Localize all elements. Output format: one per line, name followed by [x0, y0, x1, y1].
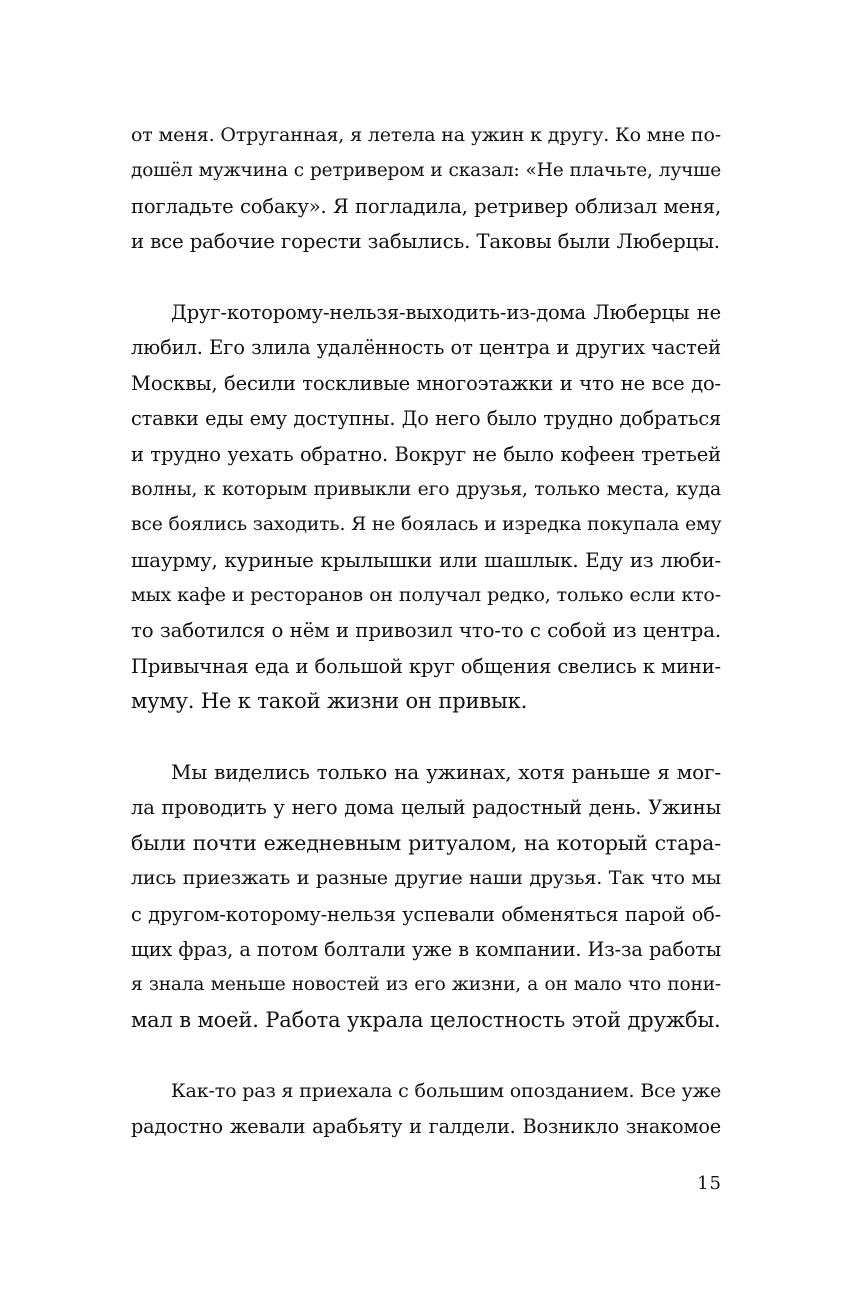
text-line: волны, к которым привыкли его друзья, только места, куда: [131, 478, 721, 500]
text-line: щих фраз, а потом болтали уже в компании. Из-за работы: [131, 937, 721, 961]
text-line: все боялись заходить. Я не боялась и изредка покупала ему: [131, 514, 722, 536]
text-line: от меня. Отруганная, я летела на ужин к другу. Ко мне по-: [131, 124, 721, 146]
text-line: любил. Его злила удалённость от центра и других частей: [131, 336, 721, 360]
paragraph-gap: [131, 1038, 721, 1073]
paragraph-4: [131, 1074, 721, 1145]
paragraph-2: [131, 295, 721, 720]
paragraph-gap: [131, 260, 721, 295]
text-line: лись приезжать и разные другие наши друзья. Так что мы: [131, 867, 721, 890]
text-line: я знала меньше новостей из его жизни, а он мало что пони-: [131, 974, 721, 996]
page-number: 15: [697, 1173, 722, 1194]
text-line: Привычная еда и большой круг общения свелись к мини-: [131, 654, 721, 678]
text-line: Мы виделись только на ужинах, хотя раньше я мог-: [171, 760, 721, 785]
text-line: муму. Не к такой жизни он привык.: [131, 689, 528, 714]
text-line: мых кафе и ресторанов он получал редко, только если кто-: [131, 584, 721, 607]
text-line: мал в моей. Работа украла целостность этой дружбы.: [131, 1007, 721, 1032]
text-line: и трудно уехать обратно. Вокруг не было кофеен третьей: [131, 442, 721, 466]
text-line: Как-то раз я приехала с большим опозданием. Все уже: [171, 1079, 722, 1102]
text-line: радостно жевали арабьяту и галдели. Возникло знакомое: [131, 1114, 721, 1138]
text-body: [131, 118, 721, 1144]
text-line: с другом-которому-нельзя успевали обменяться парой об-: [131, 902, 721, 926]
text-line: ла проводить у него дома целый радостный день. Ужины: [131, 796, 721, 820]
text-line: и все рабочие горести забылись. Таковы были Люберцы.: [131, 230, 720, 254]
text-line: Друг-которому-нельзя-выходить-из-дома Люберцы не: [171, 300, 721, 324]
text-line: были почти ежедневным ритуалом, на который стара-: [131, 830, 721, 855]
text-line: погладьте собаку». Я погладила, ретривер облизал меня,: [131, 194, 721, 218]
text-line: шаурму, куриные крылышки или шашлык. Еду из люби-: [131, 548, 721, 572]
text-line: Москвы, бесили тоскливые многоэтажки и что не все до-: [131, 371, 721, 395]
paragraph-1: [131, 118, 721, 260]
paragraph-gap: [131, 720, 721, 755]
text-line: ставки еды ему доступны. До него было трудно добраться: [131, 407, 721, 431]
text-line: то заботился о нём и привозил что-то с собой из центра.: [131, 619, 721, 643]
text-line: дошёл мужчина с ретривером и сказал: «Не плачьте, лучше: [131, 160, 721, 182]
paragraph-3: [131, 755, 721, 1038]
